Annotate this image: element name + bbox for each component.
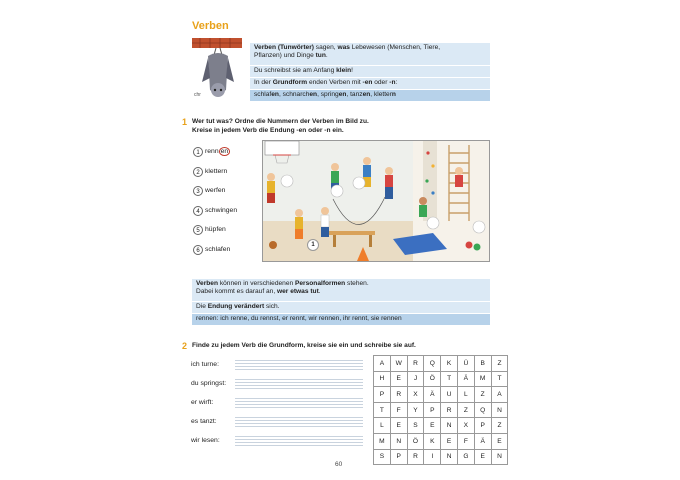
task-number: 1	[182, 117, 188, 127]
grid-cell[interactable]: R	[407, 449, 424, 465]
page-title: Verben	[192, 20, 229, 32]
word-label: du springst:	[191, 380, 227, 387]
rule-line-2: Du schreibst sie am Anfang klein!	[250, 66, 490, 77]
grid-cell[interactable]: U	[441, 387, 458, 403]
grid-cell[interactable]: E	[491, 433, 508, 449]
grid-row	[374, 449, 508, 465]
grid-cell[interactable]: K	[424, 433, 441, 449]
grid-cell[interactable]: A	[491, 387, 508, 403]
scene-number-marker: 1	[307, 239, 319, 251]
grid-cell[interactable]: X	[407, 387, 424, 403]
grid-cell[interactable]: W	[390, 356, 407, 372]
grid-row	[374, 402, 508, 418]
verb-item[interactable]: werfen	[205, 187, 226, 194]
word-label: wir lesen:	[191, 437, 220, 444]
task2-instruction: Finde zu jedem Verb die Grundform, kreise sie ein und schreibe sie auf.	[192, 342, 416, 349]
grid-row	[374, 418, 508, 434]
verb-number: 4	[193, 206, 203, 216]
rule-line-1: Verben (Tunwörter) sagen, was Lebewesen (Menschen, Tiere, Pflanzen) und Dinge tun.	[250, 43, 490, 65]
grid-cell[interactable]: Z	[457, 402, 474, 418]
grid-cell[interactable]: Ö	[407, 433, 424, 449]
grid-cell[interactable]: Y	[407, 402, 424, 418]
grid-cell[interactable]: E	[390, 371, 407, 387]
verb-number: 2	[193, 167, 203, 177]
grid-cell[interactable]: E	[424, 418, 441, 434]
grid-cell[interactable]: N	[491, 402, 508, 418]
writing-lines[interactable]	[235, 434, 363, 448]
writing-lines[interactable]	[235, 415, 363, 429]
task-instruction: Wer tut was? Ordne die Nummern der Verben im Bild zu. Kreise in jedem Verb die Endung -en oder -n ein.	[192, 118, 369, 134]
grid-cell[interactable]: E	[441, 433, 458, 449]
grid-cell[interactable]: M	[474, 371, 491, 387]
word-search-grid	[373, 355, 508, 465]
verb-number: 5	[193, 225, 203, 235]
grid-cell[interactable]: P	[424, 402, 441, 418]
grid-cell[interactable]: K	[441, 356, 458, 372]
writing-lines[interactable]	[235, 377, 363, 391]
grid-cell[interactable]: N	[441, 449, 458, 465]
writing-lines[interactable]	[235, 396, 363, 410]
grid-cell[interactable]: E	[390, 418, 407, 434]
word-label: er wirft:	[191, 399, 214, 406]
grid-cell[interactable]: N	[441, 418, 458, 434]
verb-number: 3	[193, 186, 203, 196]
grid-cell[interactable]: A	[374, 356, 391, 372]
verb-item[interactable]: schlafen	[205, 246, 231, 253]
bat-illustration	[190, 38, 248, 106]
page-number: 60	[335, 461, 343, 468]
grid-cell[interactable]: H	[374, 371, 391, 387]
grid-cell[interactable]: Z	[491, 356, 508, 372]
verb-item[interactable]: klettern	[205, 168, 228, 175]
grid-cell[interactable]: S	[374, 449, 391, 465]
verb-item[interactable]: hüpfen	[205, 226, 226, 233]
grid-cell[interactable]: Ö	[424, 371, 441, 387]
rule-line-3: In der Grundform enden Verben mit -en oder -n:	[250, 78, 490, 89]
grid-cell[interactable]: M	[374, 433, 391, 449]
rule2-conjugation: rennen: ich renne, du rennst, er rennt, wir rennen, ihr rennt, sie rennen	[192, 314, 490, 325]
verb-item: renn en	[205, 148, 229, 155]
grid-cell[interactable]: F	[457, 433, 474, 449]
grid-row	[374, 433, 508, 449]
grid-cell[interactable]: R	[441, 402, 458, 418]
grid-row	[374, 356, 508, 372]
grid-cell[interactable]: S	[407, 418, 424, 434]
rule2-line-1: Verben können in verschiedenen Personalformen stehen. Dabei kommt es darauf an, wer etwas tut.	[192, 279, 490, 301]
writing-lines[interactable]	[235, 358, 363, 372]
task2-number: 2	[182, 341, 188, 351]
grid-cell[interactable]: X	[457, 418, 474, 434]
grid-row	[374, 371, 508, 387]
grid-cell[interactable]: Z	[474, 387, 491, 403]
grid-cell[interactable]: T	[491, 371, 508, 387]
grid-cell[interactable]: N	[491, 449, 508, 465]
grid-cell[interactable]: P	[390, 449, 407, 465]
grid-cell[interactable]: N	[390, 433, 407, 449]
grid-cell[interactable]: P	[374, 387, 391, 403]
grid-cell[interactable]: Ü	[457, 356, 474, 372]
word-label: es tanzt:	[191, 418, 217, 425]
grid-cell[interactable]: R	[390, 387, 407, 403]
grid-cell[interactable]: P	[474, 418, 491, 434]
verb-number: 6	[193, 245, 203, 255]
grid-cell[interactable]: Q	[424, 356, 441, 372]
grid-cell[interactable]: T	[441, 371, 458, 387]
grid-cell[interactable]: Z	[491, 418, 508, 434]
rule-examples: schlafen, schnarchen, springen, tanzen, klettern	[250, 90, 490, 101]
grid-cell[interactable]: E	[474, 449, 491, 465]
grid-row	[374, 387, 508, 403]
grid-cell[interactable]: L	[374, 418, 391, 434]
word-label: ich turne:	[191, 361, 219, 368]
grid-cell[interactable]: J	[407, 371, 424, 387]
grid-cell[interactable]: Q	[474, 402, 491, 418]
grid-cell[interactable]: G	[457, 449, 474, 465]
rule2-line-2: Die Endung verändert sich.	[192, 302, 490, 313]
verb-number: 1	[193, 147, 203, 157]
grid-cell[interactable]: F	[390, 402, 407, 418]
grid-cell[interactable]: B	[474, 356, 491, 372]
grid-cell[interactable]: L	[457, 387, 474, 403]
grid-cell[interactable]: R	[407, 356, 424, 372]
grid-cell[interactable]: Ä	[424, 387, 441, 403]
gym-scene-illustration	[262, 140, 490, 262]
grid-cell[interactable]: Ä	[474, 433, 491, 449]
verb-item[interactable]: schwingen	[205, 207, 238, 214]
svg-text:chr: chr	[194, 92, 201, 98]
grid-cell[interactable]: I	[424, 449, 441, 465]
grid-cell[interactable]: Ä	[457, 371, 474, 387]
ending-circle[interactable]: en	[220, 148, 229, 155]
grid-cell[interactable]: T	[374, 402, 391, 418]
